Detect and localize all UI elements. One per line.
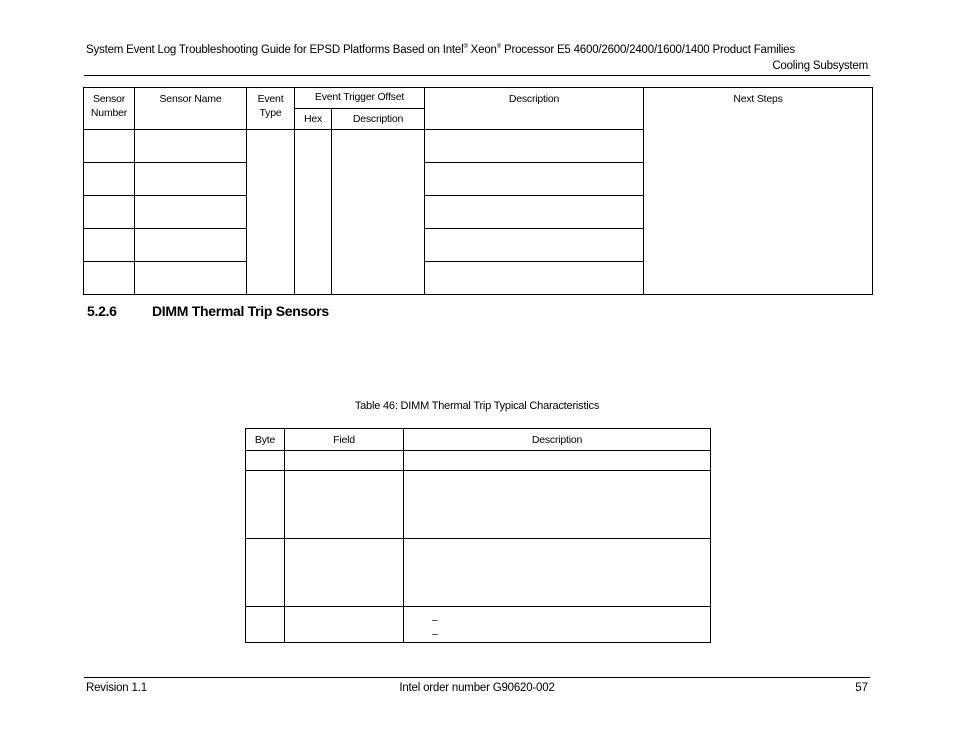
section-number: 5.2.6: [87, 303, 117, 319]
table-cell: [246, 607, 285, 643]
header-hex: Hex: [295, 109, 332, 130]
table-cell: [247, 130, 295, 295]
table-cell: [285, 471, 404, 539]
footer-order-number: Intel order number G90620-002: [399, 682, 555, 694]
table-cell: [135, 196, 247, 229]
table-cell: [246, 539, 285, 607]
table-cell: [84, 196, 135, 229]
table-cell: [246, 471, 285, 539]
header-event-type: Event Type: [247, 88, 295, 130]
table-cell: [404, 607, 711, 643]
table-cell: [84, 229, 135, 262]
characteristics-table: [245, 428, 711, 643]
table-cell: [295, 130, 332, 295]
table-cell: [404, 539, 711, 607]
table-cell: [246, 451, 285, 471]
table-cell: [425, 229, 644, 262]
table-cell: [332, 130, 425, 295]
footer-divider: [84, 677, 870, 678]
table-cell: [135, 229, 247, 262]
bullet-dash: –: [432, 614, 438, 626]
header-offset-description: Description: [332, 109, 425, 130]
footer-revision: Revision 1.1: [86, 682, 147, 694]
section-title: DIMM Thermal Trip Sensors: [152, 303, 329, 319]
table-row: [246, 451, 711, 471]
header-event-trigger-offset: Event Trigger Offset: [295, 88, 425, 109]
header-next-steps: Next Steps: [644, 88, 873, 295]
header-title-part: System Event Log Troubleshooting Guide for EPSD Platforms Based on Intel: [86, 44, 464, 56]
table-cell: [425, 130, 644, 163]
table-row: [246, 539, 711, 607]
table-cell: [135, 130, 247, 163]
table-cell: [404, 471, 711, 539]
table-cell: [285, 539, 404, 607]
header-sensor-name: Sensor Name: [135, 88, 247, 130]
header-description: Description: [425, 88, 644, 130]
table-cell: [135, 262, 247, 295]
table-cell: [84, 262, 135, 295]
table-cell: [285, 451, 404, 471]
table-row: [246, 471, 711, 539]
header-title-part: Processor E5 4600/2600/2400/1600/1400 Product Families: [500, 44, 795, 56]
table-cell: [404, 451, 711, 471]
table-cell: [285, 607, 404, 643]
sensor-table: [83, 87, 873, 295]
footer-page-number: 57: [855, 682, 868, 694]
table-caption: Table 46: DIMM Thermal Trip Typical Characteristics: [354, 400, 600, 412]
header-field: Field: [285, 429, 404, 451]
document-header-subtitle: Cooling Subsystem: [772, 60, 868, 72]
header-byte: Byte: [246, 429, 285, 451]
table-cell: [425, 262, 644, 295]
registered-mark: ®: [463, 44, 468, 50]
table-cell: [425, 196, 644, 229]
registered-mark: ®: [496, 44, 501, 50]
header-divider: [84, 75, 870, 76]
table-cell: [135, 163, 247, 196]
document-header-title: [86, 44, 795, 56]
header-title-part: Xeon: [467, 44, 497, 56]
bullet-dash: –: [432, 628, 438, 640]
table-cell: [84, 130, 135, 163]
header-sensor-number: Sensor Number: [84, 88, 135, 130]
table-cell: [425, 163, 644, 196]
table-row: [246, 607, 711, 643]
table-cell: [84, 163, 135, 196]
header-description: Description: [404, 429, 711, 451]
